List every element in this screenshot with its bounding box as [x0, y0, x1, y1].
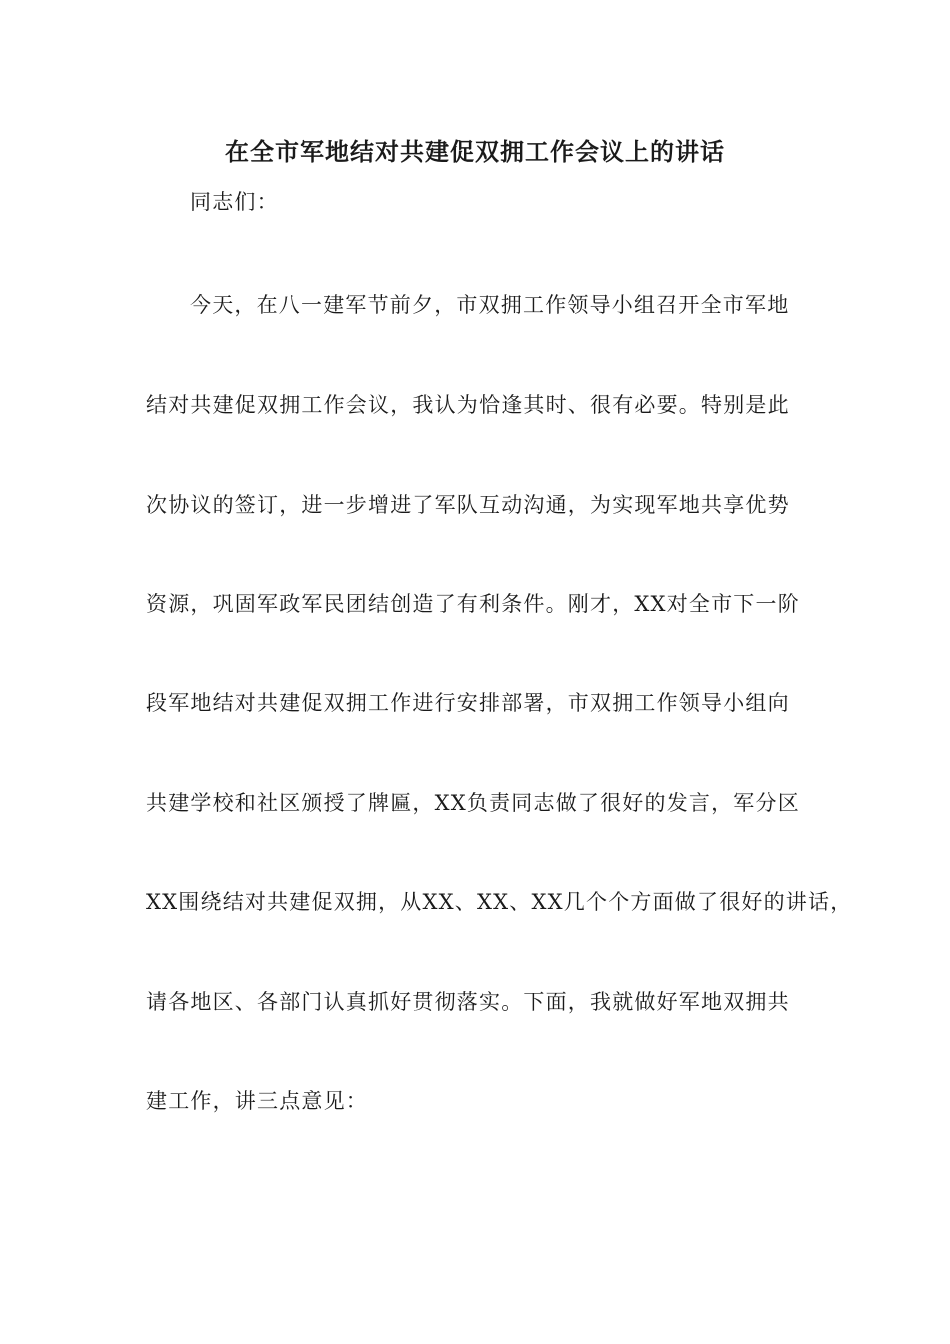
paragraph-line-5: 段军地结对共建促双拥工作进行安排部署，市双拥工作领导小组向: [146, 691, 790, 715]
paragraph-line-4: 资源，巩固军政军民团结创造了有利条件。刚才，XX对全市下一阶: [146, 592, 800, 616]
paragraph-line-2: 结对共建促双拥工作会议，我认为恰逢其时、很有必要。特别是此: [146, 393, 790, 417]
paragraph-line-9: 建工作，讲三点意见：: [146, 1089, 368, 1113]
paragraph-line-1: 今天，在八一建军节前夕，市双拥工作领导小组召开全市军地: [190, 293, 790, 317]
paragraph-line-3: 次协议的签订，进一步增进了军队互动沟通，为实现军地共享优势: [146, 493, 790, 517]
paragraph-line-7: XX围绕结对共建促双拥，从XX、XX、XX几个个方面做了很好的讲话，: [146, 890, 853, 914]
salutation: 同志们：: [190, 190, 279, 214]
paragraph-line-8: 请各地区、各部门认真抓好贯彻落实。下面，我就做好军地双拥共: [146, 990, 790, 1014]
paragraph-line-6: 共建学校和社区颁授了牌匾，XX负责同志做了很好的发言，军分区: [146, 791, 800, 815]
document-title: 在全市军地结对共建促双拥工作会议上的讲话: [225, 137, 725, 166]
